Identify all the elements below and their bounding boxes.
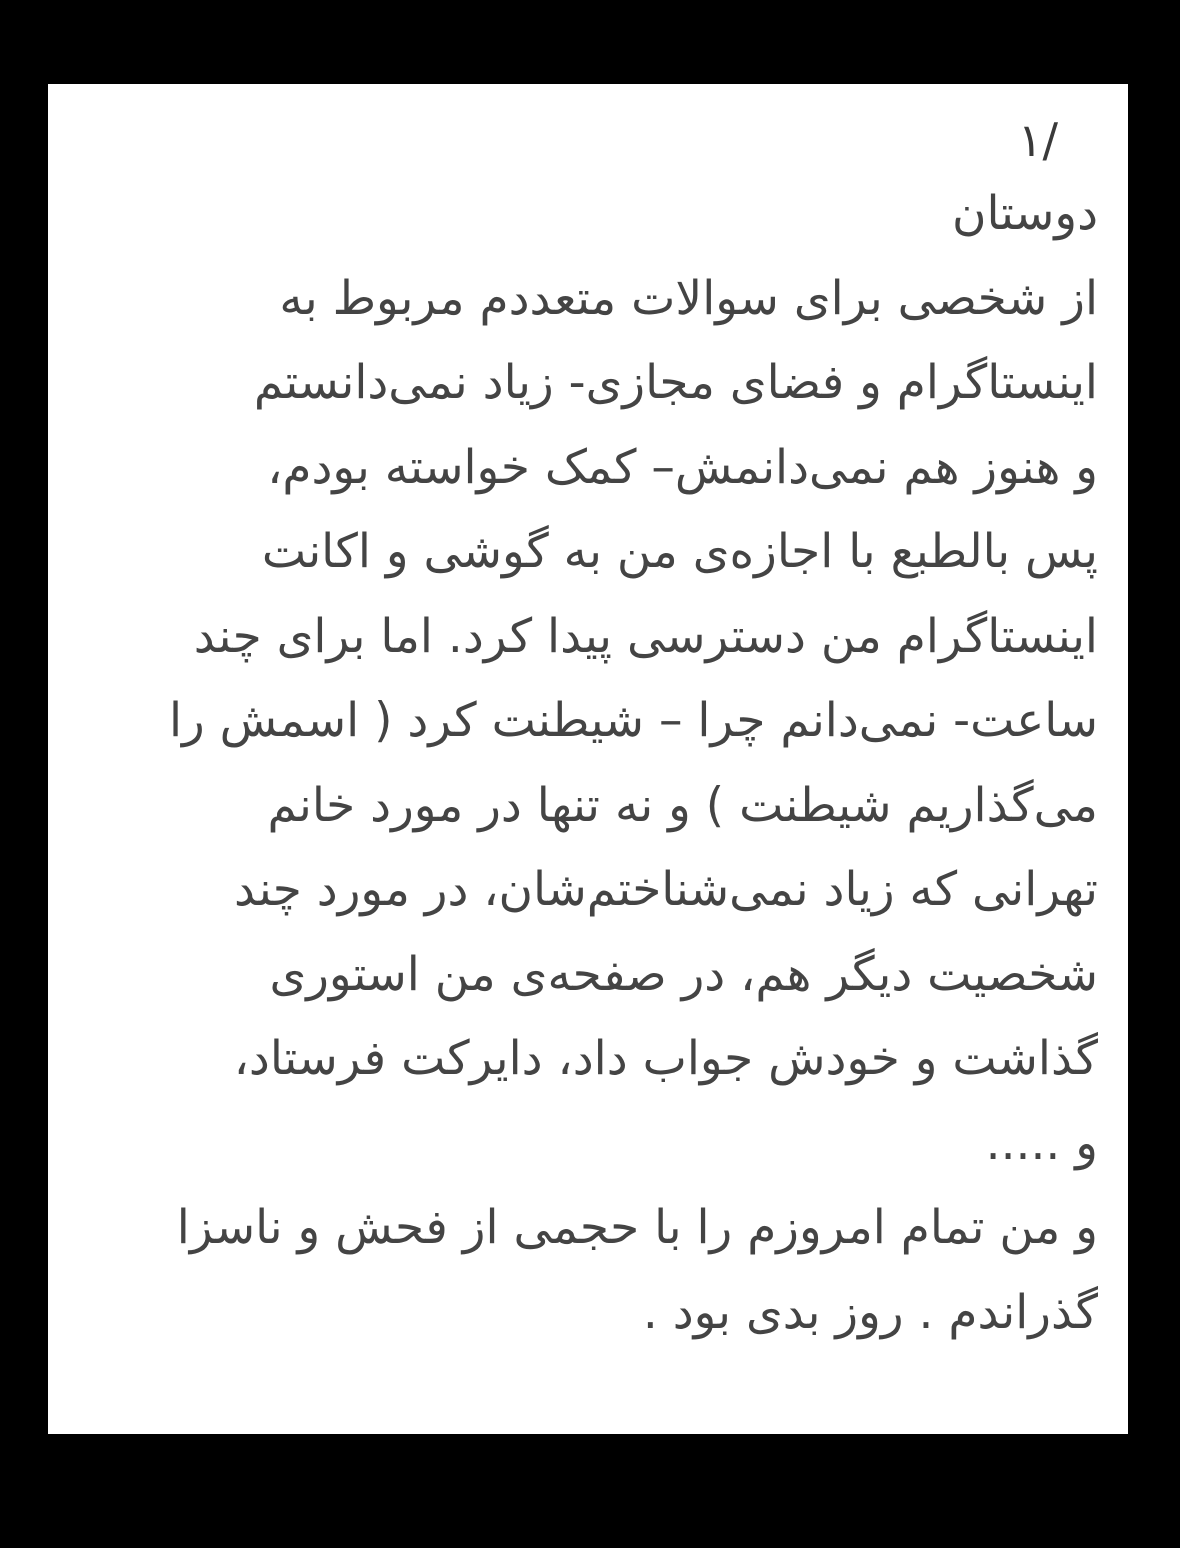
- text-line: ساعت- نمی‌دانم چرا – شیطنت کرد ( اسمش را: [168, 693, 1098, 748]
- text-line: و .....: [985, 1115, 1098, 1171]
- text-line: می‌گذاریم شیطنت ) و نه تنها در مورد خانم: [267, 777, 1098, 833]
- text-line: گذراندم . روز بدی بود .: [642, 1284, 1098, 1340]
- text-line: شخصیت دیگر هم، در صفحه‌ی من استوری: [269, 946, 1098, 1002]
- post-number: /۱: [1017, 113, 1058, 167]
- text-line: اینستاگرام و فضای مجازی- زیاد نمی‌دانستم: [253, 355, 1098, 410]
- text-line: اینستاگرام من دسترسی پیدا کرد. اما برای چند: [193, 608, 1098, 664]
- text-line: دوستان: [951, 186, 1098, 241]
- text-line: پس بالطبع با اجازه‌ی من به گوشی و اکانت: [261, 524, 1098, 579]
- text-line: و هنوز هم نمی‌دانمش– کمک خواسته بودم،: [267, 439, 1098, 495]
- text-line: گذاشت و خودش جواب داد، دایرکت فرستاد،: [233, 1031, 1098, 1086]
- text-post-page: [48, 84, 1128, 1434]
- text-line: تهرانی که زیاد نمی‌شناختم‌شان، در مورد چند: [233, 862, 1098, 917]
- text-line: از شخصی برای سوالات متعددم مربوط به: [279, 270, 1098, 326]
- text-line: و من تمام امروزم را با حجمی از فحش و ناسزا: [176, 1200, 1098, 1255]
